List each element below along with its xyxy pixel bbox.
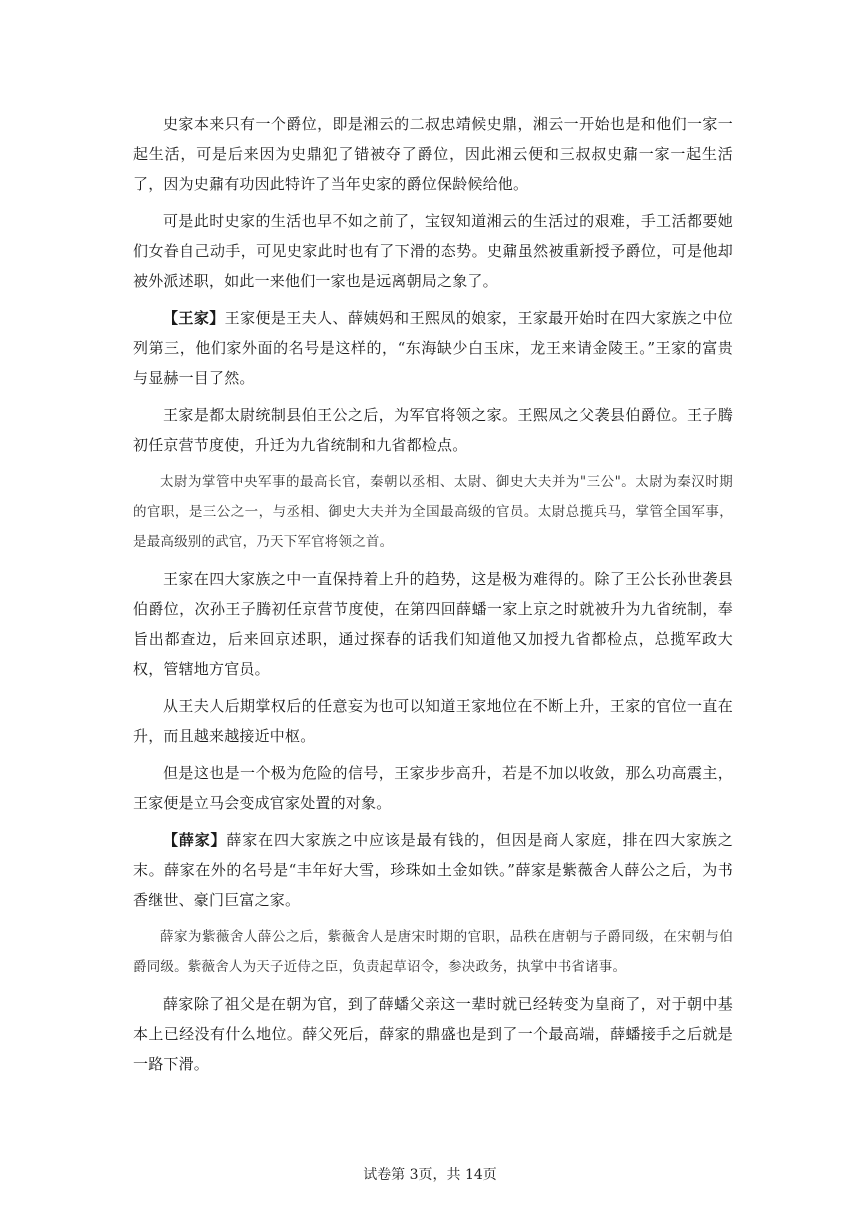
- section-tag-wang: 【王家】: [163, 309, 225, 327]
- paragraph-6: 王家在四大家族之中一直保持着上升的趋势，这是极为难得的。除了王公长孙世袭县伯爵位，次孙王子腾初任京营节度使，在第四回薛蟠一家上京之时就被升为九省统制，奉旨出都查边，后来回京述职，通过探春的话我们知道他又加授九省都检点，总揽军政大权，管辖地方官员。: [133, 570, 733, 678]
- paragraph-xue-family: 【薛家】薛家在四大家族之中应该是最有钱的，但因是商人家庭，排在四大家族之末。薛家在外的名号是“丰年好大雪，珍珠如土金如铁。”薛家是紫薇舍人薛公之后，为书香继世、豪门巨富之家。: [133, 831, 733, 909]
- page-footer: 试卷第 3页，共 14页: [363, 1167, 497, 1183]
- article-body: [133, 109, 733, 1086]
- paragraph-8: 但是这也是一个极为危险的信号，王家步步高升，若是不加以收敛，那么功高震主，王家便是立马会变成官家处置的对象。: [133, 764, 733, 812]
- paragraph-1: 史家本来只有一个爵位，即是湘云的二叔忠靖候史鼎，湘云一开始也是和他们一家一起生活，可是后来因为史鼎犯了错被夺了爵位，因此湘云便和三叔叔史鼐一家一起生活了，因为史鼐有功因此特许了当年史家的爵位保龄候给他。: [133, 115, 733, 193]
- note-taiwei: 太尉为掌管中央军事的最高长官，秦朝以丞相、太尉、御史大夫并为"三公"。太尉为秦汉时期的官职，是三公之一，与丞相、御史大夫并为全国最高级的官员。太尉总揽兵马，掌管全国军事，是最高级别的武官，乃天下军官将领之首。: [133, 474, 733, 550]
- note-ziwei-sheren: 薛家为紫薇舍人薛公之后，紫薇舍人是唐宋时期的官职，品秩在唐朝与子爵同级，在宋朝与伯爵同级。紫薇舍人为天子近侍之臣，负责起草诏令，参决政务，执掌中书省诸事。: [133, 929, 733, 975]
- section-tag-xue: 【薛家】: [163, 831, 227, 849]
- paragraph-wang-family: 【王家】王家便是王夫人、薛姨妈和王熙凤的娘家，王家最开始时在四大家族之中位列第三，他们家外面的名号是这样的，“东海缺少白玉床，龙王来请金陵王。”王家的富贵与显赫一目了然。: [133, 309, 733, 387]
- paragraph-2: 可是此时史家的生活也早不如之前了，宝钗知道湘云的生活过的艰难，手工活都要她们女眷自己动手，可见史家此时也有了下滑的态势。史鼐虽然被重新授予爵位，可是他却被外派述职，如此一来他们一家也是远离朝局之象了。: [133, 212, 733, 290]
- paragraph-7: 从王夫人后期掌权后的任意妄为也可以知道王家地位在不断上升，王家的官位一直在升，而且越来越接近中枢。: [133, 697, 733, 745]
- paragraph-4: 王家是都太尉统制县伯王公之后，为军官将领之家。王熙凤之父袭县伯爵位。王子腾初任京营节度使，升迁为九省统制和九省都检点。: [133, 406, 733, 454]
- paragraph-11: 薛家除了祖父是在朝为官，到了薛蟠父亲这一辈时就已经转变为皇商了，对于朝中基本上已经没有什么地位。薛父死后，薛家的鼎盛也是到了一个最高端，薛蟠接手之后就是一路下滑。: [133, 995, 733, 1073]
